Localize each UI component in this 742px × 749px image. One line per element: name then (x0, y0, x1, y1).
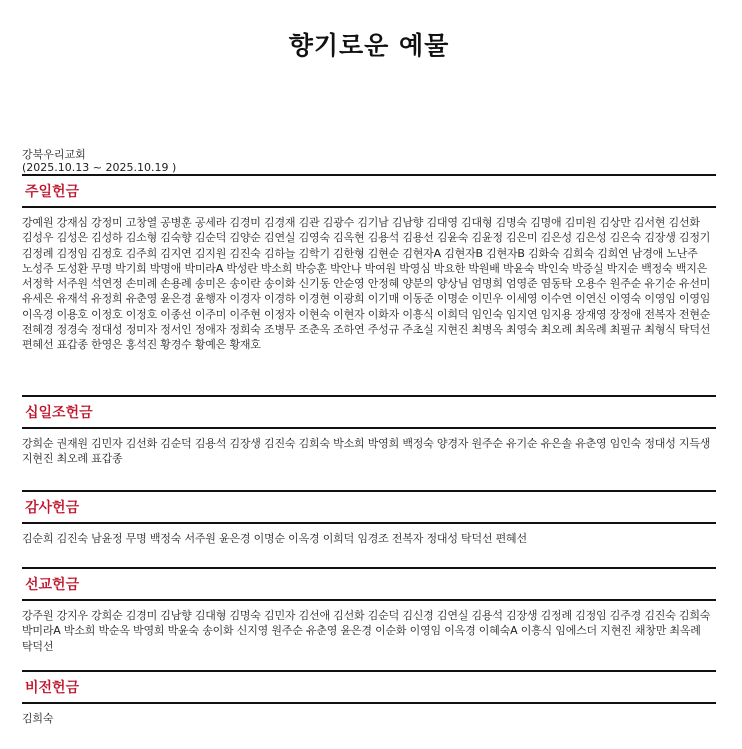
donor-names: 김희숙 (22, 712, 54, 725)
section-vision-offering (22, 670, 716, 741)
section-mission-offering (22, 567, 716, 670)
church-name: 강북우리교회 (22, 148, 86, 161)
section-title: 비전헌금 (25, 680, 80, 696)
offering-report (22, 0, 716, 741)
section-title: 주일헌금 (25, 184, 80, 200)
donor-names: 강희순 권재원 김민자 김선화 김순덕 김용석 김장생 김진숙 김희숙 박소희 박영희 백정숙 양경자 원주순 유기순 유은솔 유춘영 임인숙 정대성 지득생 지현진 최오례 표갑종 (22, 437, 711, 466)
section-thanks-offering (22, 490, 716, 567)
section-title: 선교헌금 (25, 577, 80, 593)
donor-names: 강주원 강지우 강희순 김경미 김남향 김대형 김명숙 김민자 김선애 김선화 김순덕 김신경 김연실 김용석 김장생 김정례 김정임 김주경 김진숙 김희숙 박미라A 박소희 박순옥 박영희 박윤숙 송이화 신지영 원주순 유춘영 윤은경 이순화 이영임 이옥경 이혜숙A 이흥식 임에스더 지현진 채창만 최옥례 탁덕선 (22, 609, 711, 653)
donor-names: 강예원 강재심 강정미 고창열 공병훈 공세라 김경미 김경재 김관 김광수 김기남 김남향 김대영 김대형 김명숙 김명애 김미원 김상만 김서현 김선화 김성우 김성은 김성하 김소형 김숙향 김순덕 김양순 김연실 김영숙 김옥현 김용석 김용선 김윤숙 김윤정 김은미 김은성 김은성 김은숙 김장생 김정기 김정례 김정임 김정호 김주희 김지연 김지원 김진숙 김하늘 김학기 김한형 김현순 김현자A 김현자B 김현자B 김화숙 김희숙 김희연 남경애 노난주 노성주 도성환 무명 박기희 박명애 박미라A 박성란 박소희 박승훈 박안나 박여원 박영심 박요한 박원배 박윤숙 박인숙 박증실 박지순 백정숙 백지은 서정학 서주원 석연정 손미례 손용례 송미은 송이란 송이화 신기동 안순영 안정혜 양분의 양상님 엄명희 엄영준 염동탁 오용수 원주순 유기순 유선미 유세은 유재석 유정희 유춘영 윤은경 윤행자 이경자 이경하 이경현 이광희 이기매 이동준 이명순 이민우 이세영 이수연 이연신 이영숙 이영임 이영임 이옥경 이용호 이정호 이정호 이종선 이주미 이주현 이정자 이현숙 이현자 이화자 이흥식 이희덕 임인숙 임지연 임지용 장재영 장정애 전복자 전현순 전혜경 정경숙 정대성 정미자 정서인 정애자 정희숙 조병무 조춘옥 조하연 주성규 주초실 지현진 최병옥 최영숙 최오례 최옥례 최필규 최형식 탁덕선 편혜선 표갑종 한영은 홍석진 황경수 황예은 황재호 (22, 216, 711, 352)
donor-names: 김순희 김진숙 남윤정 무명 백정숙 서주원 윤은경 이명순 이옥경 이희덕 임경조 전복자 정대성 탁덕선 편혜선 (22, 532, 527, 545)
section-title: 십일조헌금 (25, 405, 93, 421)
page-title: 향기로운 예물 (288, 31, 450, 60)
section-header (22, 395, 716, 429)
section-tithe-offering (22, 395, 716, 490)
section-header (22, 490, 716, 524)
section-header (22, 567, 716, 601)
section-header (22, 174, 716, 208)
section-header (22, 670, 716, 704)
section-sunday-offering (22, 174, 716, 395)
section-title: 감사헌금 (25, 500, 80, 516)
report-period: (2025.10.13 ~ 2025.10.19 ) (22, 161, 177, 174)
church-info (22, 148, 716, 174)
